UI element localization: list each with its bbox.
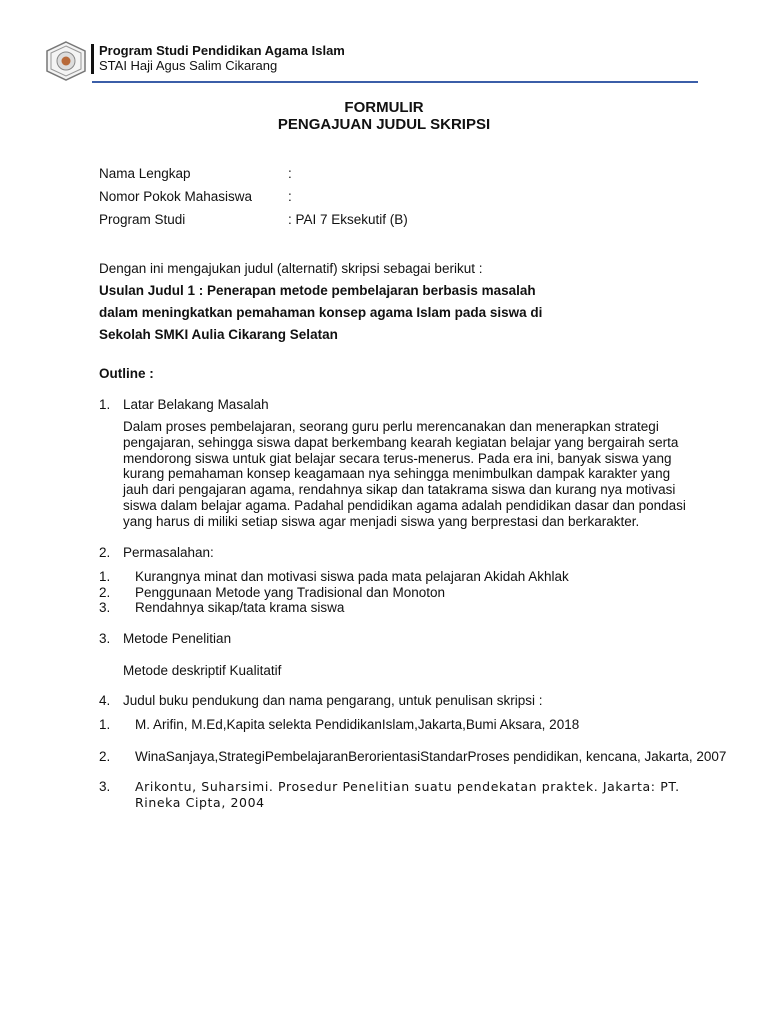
institution-logo [44,41,88,81]
section-4-number: 4. [99,693,111,708]
section-1-body: Dalam proses pembelajaran, seorang guru perlu merencanakan dan menerapkan strategi pengajaran, sehingga siswa dapat berkembang kearah kegiatan belajar yang bergairah serta mendorong siswa untuk giat belajar secara terus-menerus. Pada era ini, banyak siswa yang kurang pemahaman konsep keagamaan nya sehingga menimbulkan dampak karakter yang jauh dari pengajaran agama, rendahnya sikap dan tatakrama siswa dan kurang nya motivasi siswa dalam belajar agama. Padahal pendidikan agama adalah pendidikan dasar dan pondasi yang harus di miliki setiap siswa agar menjadi siswa yang berprestasi dan berkarakter. [123,419,686,529]
form-subtitle: PENGAJUAN JUDUL SKRIPSI [277,116,491,133]
intro-text: Dengan ini mengajukan judul (alternatif) skripsi sebagai berikut : [99,261,483,276]
list-item-number: 2. [99,585,111,600]
list-item-number: 1. [99,717,111,732]
section-2-number: 2. [99,545,111,560]
header-divider [92,81,698,83]
form-title: FORMULIR [344,99,424,116]
header-accent-bar [91,44,94,74]
field-value-nama: : [288,166,292,181]
header-program-name: Program Studi Pendidikan Agama Islam [99,43,345,58]
list-item: Kurangnya minat dan motivasi siswa pada mata pelajaran Akidah Akhlak [135,569,569,584]
section-1-number: 1. [99,397,111,412]
list-item: Rendahnya sikap/tata krama siswa [135,600,345,615]
section-2-title: Permasalahan: [123,545,214,560]
list-item-number: 3. [99,600,111,615]
list-item-number: 1. [99,569,111,584]
outline-label: Outline : [99,366,154,381]
list-item: M. Arifin, M.Ed,Kapita selekta PendidikanIslam,Jakarta,Bumi Aksara, 2018 [135,717,580,732]
list-item: Penggunaan Metode yang Tradisional dan Monoton [135,585,445,600]
usulan-line-1: Usulan Judul 1 : Penerapan metode pembelajaran berbasis masalah [99,283,536,298]
field-label-nama: Nama Lengkap [99,166,191,181]
list-item: Arikontu, Suharsimi. Prosedur Penelitian suatu pendekatan praktek. Jakarta: PT. [135,779,680,794]
field-value-prodi: : PAI 7 Eksekutif (B) [288,212,408,227]
list-item: WinaSanjaya,StrategiPembelajaranBerorientasiStandarProses pendidikan, kencana, Jakarta, 2007 [135,749,727,764]
list-item-number: 2. [99,749,111,764]
section-3-title: Metode Penelitian [123,631,232,646]
usulan-line-2: dalam meningkatkan pemahaman konsep agama Islam pada siswa di [99,305,543,320]
list-item-continuation: Rineka Cipta, 2004 [135,795,265,810]
usulan-line-3: Sekolah SMKI Aulia Cikarang Selatan [99,327,338,342]
section-3-body: Metode deskriptif Kualitatif [123,663,282,678]
section-3-number: 3. [99,631,111,646]
field-value-npm: : [288,189,292,204]
section-4-title: Judul buku pendukung dan nama pengarang, untuk penulisan skripsi : [123,693,543,708]
header-institution-name: STAI Haji Agus Salim Cikarang [99,58,278,73]
list-item-number: 3. [99,779,111,794]
section-1-title: Latar Belakang Masalah [123,397,269,412]
field-label-prodi: Program Studi [99,212,186,227]
field-label-npm: Nomor Pokok Mahasiswa [99,189,253,204]
